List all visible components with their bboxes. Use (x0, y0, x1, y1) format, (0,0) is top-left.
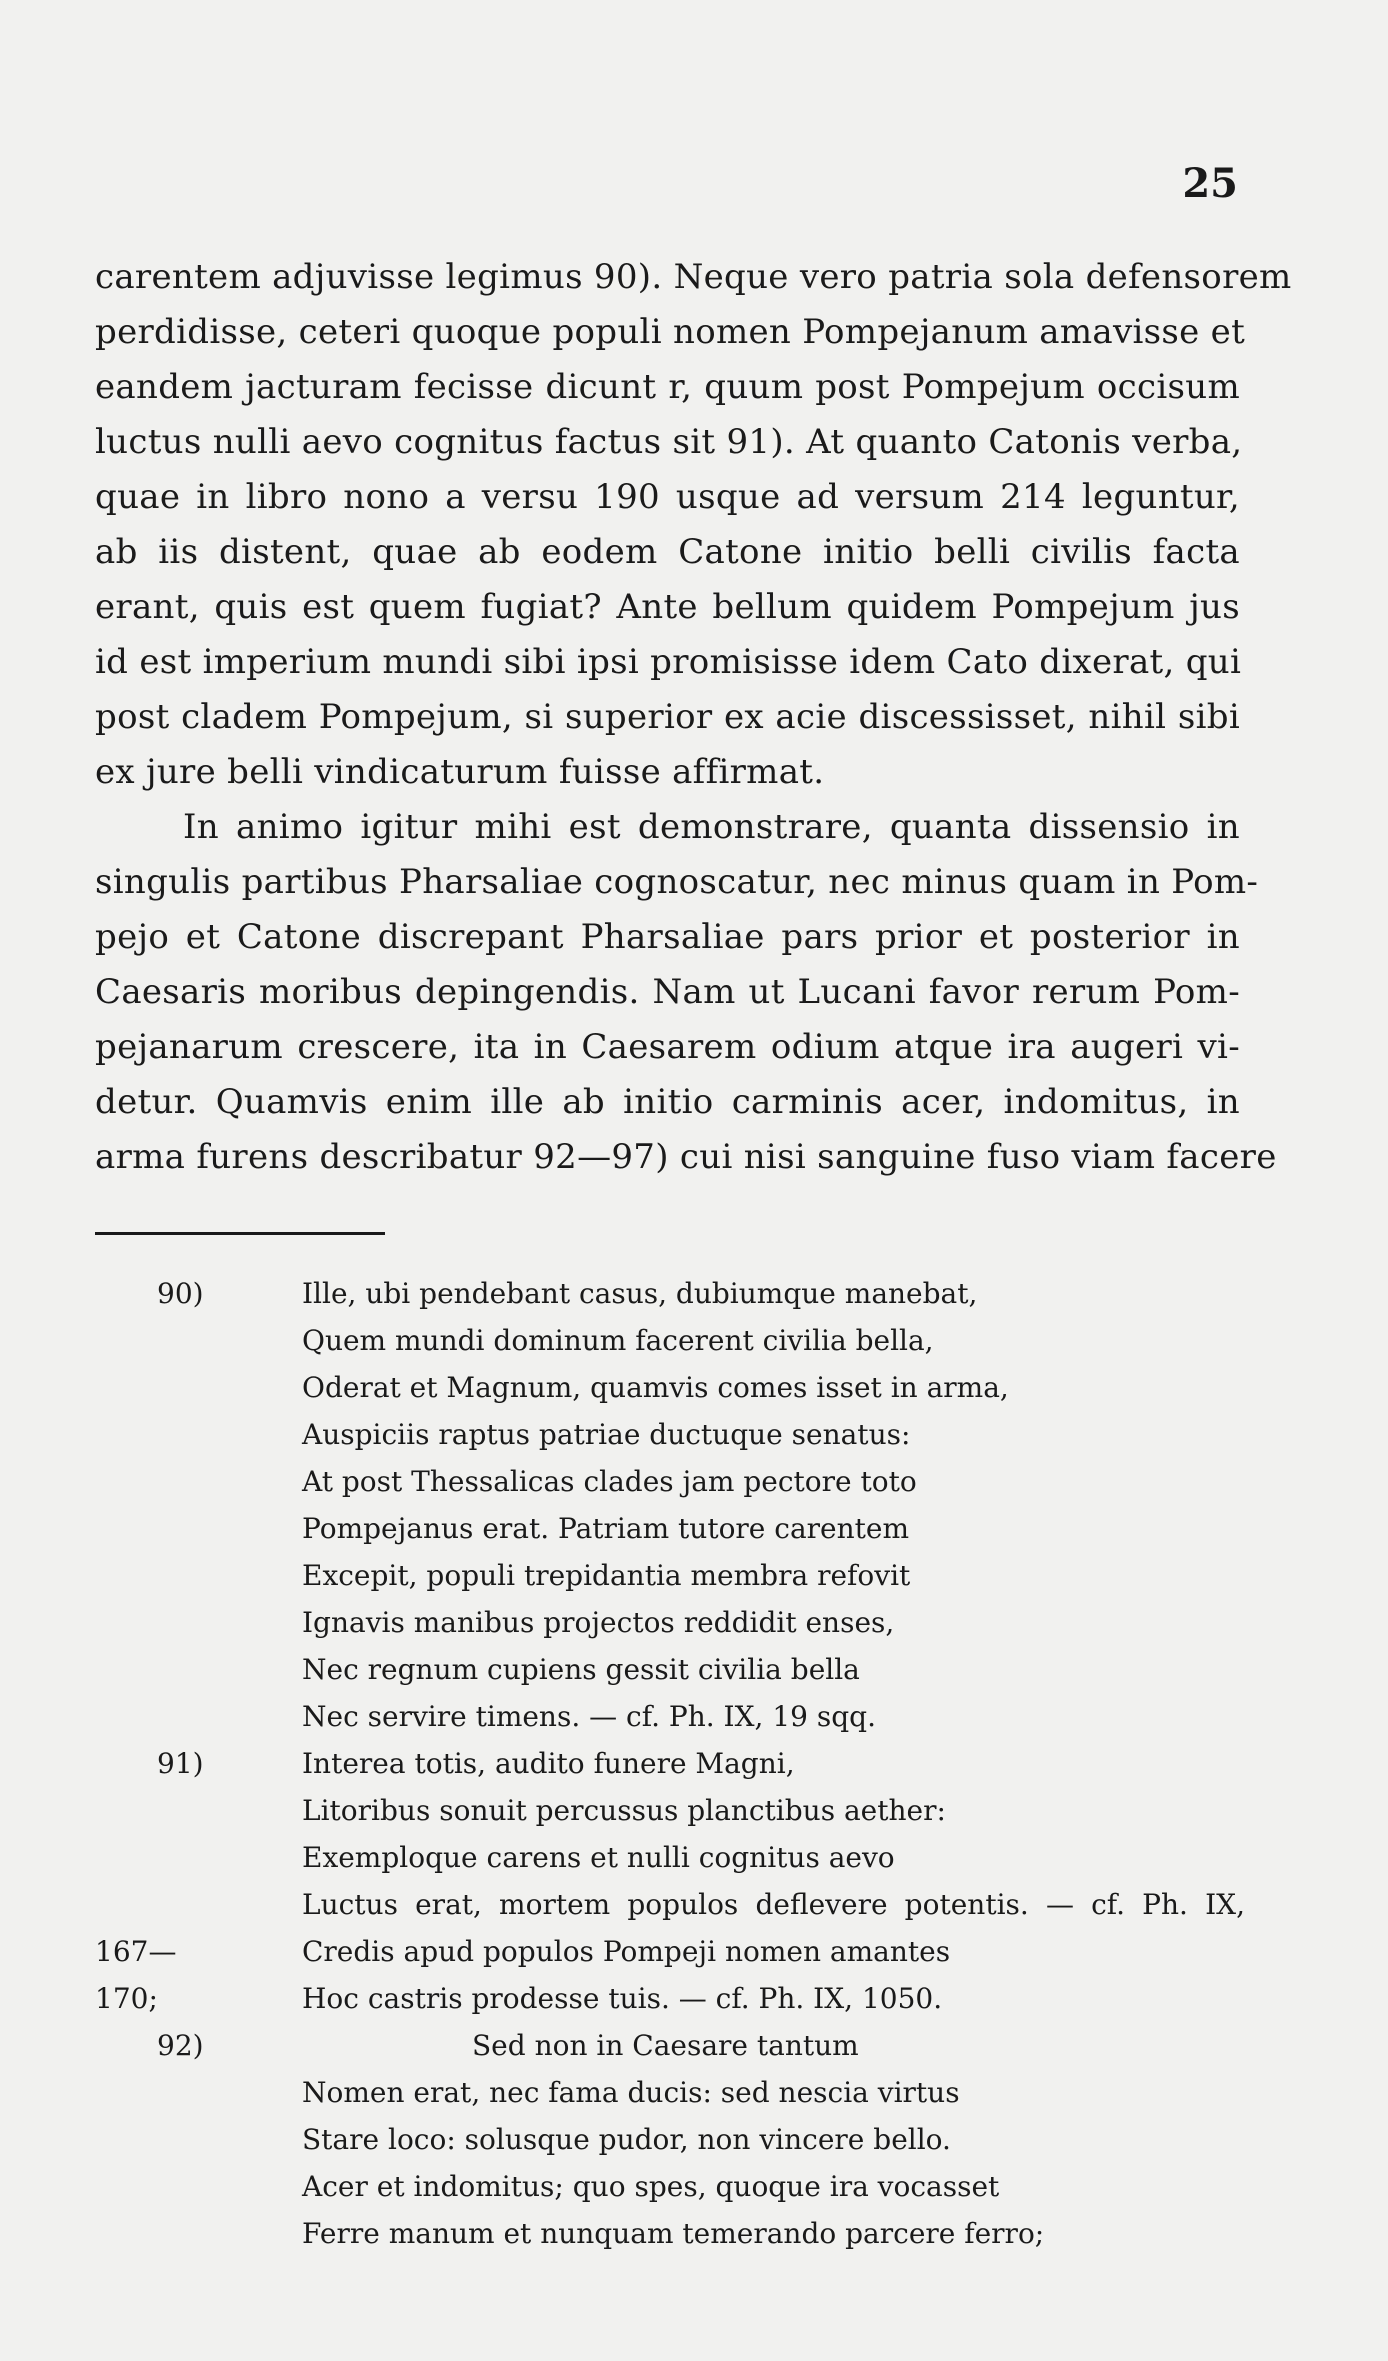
footnote-line (95, 2116, 1245, 2163)
footnotes (95, 1270, 1245, 2257)
footnote-line (95, 2069, 1245, 2116)
footnote-line (95, 2163, 1245, 2210)
text-line: pejo et Catone discrepant Pharsaliae pars prior et posterior in (95, 917, 1240, 957)
footnote-number: 92) (157, 2029, 204, 2062)
text-line: singulis partibus Pharsaliae cognoscatur, nec minus quam in Pom- (95, 862, 1259, 902)
footnote-line (95, 1599, 1245, 1646)
text-line: post cladem Pompejum, si superior ex acie discessisset, nihil sibi (95, 697, 1240, 737)
footnote-text: Ferre manum et nunquam temerando parcere ferro; (302, 2217, 1045, 2250)
footnote-text: Nec servire timens. — cf. Ph. IX, 19 sqq. (302, 1700, 876, 1733)
footnote-text: Oderat et Magnum, quamvis comes isset in arma, (302, 1371, 1009, 1404)
footnote-line (95, 1834, 1245, 1881)
text-line: carentem adjuvisse legimus 90). Neque vero patria sola defensorem (95, 257, 1292, 297)
footnote-line (95, 2210, 1245, 2257)
footnote-text: Ille, ubi pendebant casus, dubiumque manebat, (302, 1277, 978, 1310)
footnote-text: Acer et indomitus; quo spes, quoque ira vocasset (302, 2170, 1000, 2203)
footnote-text: Stare loco: solusque pudor, non vincere bello. (302, 2123, 951, 2156)
text-line: eandem jacturam fecisse dicunt r, quum post Pompejum occisum (95, 367, 1240, 407)
footnote-line (95, 1458, 1245, 1505)
footnote-line (95, 1646, 1245, 1693)
text-line: luctus nulli aevo cognitus factus sit 91). At quanto Catonis verba, (95, 422, 1243, 462)
text-line: quae in libro nono a versu 190 usque ad versum 214 leguntur, (95, 477, 1240, 517)
text-line: arma furens describatur 92—97) cui nisi sanguine fuso viam facere (95, 1137, 1277, 1177)
footnote-number: 91) (157, 1747, 204, 1780)
footnote-text: At post Thessalicas clades jam pectore toto (302, 1465, 917, 1498)
footnote-text: Credis apud populos Pompeji nomen amantes (302, 1935, 951, 1968)
text-line: id est imperium mundi sibi ipsi promisisse idem Cato dixerat, qui (95, 642, 1242, 682)
text-line: Caesaris moribus depingendis. Nam ut Lucani favor rerum Pom- (95, 972, 1240, 1012)
footnote-line (95, 1693, 1245, 1740)
footnote-text: Nec regnum cupiens gessit civilia bella (302, 1653, 860, 1686)
page-number: 25 (1182, 160, 1238, 207)
footnote-line (95, 1411, 1245, 1458)
text-line: ex jure belli vindicaturum fuisse affirmat. (95, 752, 825, 792)
footnote-text: Luctus erat, mortem populos deflevere potentis. — cf. Ph. IX, (302, 1888, 1245, 1921)
text-line: In animo igitur mihi est demonstrare, quanta dissensio in (183, 807, 1240, 847)
footnote-text: Hoc castris prodesse tuis. — cf. Ph. IX, 1050. (302, 1982, 943, 2015)
footnote-line (95, 1881, 1245, 1928)
footnote-line (95, 2022, 1245, 2069)
main-text (95, 250, 1292, 1185)
text-line: erant, quis est quem fugiat? Ante bellum quidem Pompejum jus (95, 587, 1240, 627)
footnote-line (95, 1552, 1245, 1599)
text-line: perdidisse, ceteri quoque populi nomen Pompejanum amavisse et (95, 312, 1246, 352)
footnote-separator (95, 1232, 385, 1235)
footnote-text: Ignavis manibus projectos reddidit enses, (302, 1606, 895, 1639)
footnote-text: Quem mundi dominum facerent civilia bella, (302, 1324, 934, 1357)
footnote-number: 90) (157, 1277, 204, 1310)
footnote-line (95, 1270, 1245, 1317)
footnote-line (95, 1317, 1245, 1364)
text-line: detur. Quamvis enim ille ab initio carminis acer, indomitus, in (95, 1082, 1240, 1122)
footnote-text: Excepit, populi trepidantia membra refovit (302, 1559, 911, 1592)
footnote-line (95, 1787, 1245, 1834)
footnote-text: Sed non in Caesare tantum (472, 2029, 859, 2062)
text-line: pejanarum crescere, ita in Caesarem odium atque ira augeri vi- (95, 1027, 1240, 1067)
footnote-line (95, 1740, 1245, 1787)
footnote-line (95, 1975, 1245, 2022)
text-line: ab iis distent, quae ab eodem Catone initio belli civilis facta (95, 532, 1240, 572)
footnote-text: Exemploque carens et nulli cognitus aevo (302, 1841, 895, 1874)
footnote-text: Nomen erat, nec fama ducis: sed nescia virtus (302, 2076, 960, 2109)
footnote-line (95, 1364, 1245, 1411)
footnote-text: Litoribus sonuit percussus planctibus aether: (302, 1794, 946, 1827)
footnote-text: Auspiciis raptus patriae ductuque senatus: (302, 1418, 911, 1451)
footnote-reference: 167—170; (95, 1935, 177, 2015)
footnote-line (95, 1505, 1245, 1552)
footnote-text: Pompejanus erat. Patriam tutore carentem (302, 1512, 910, 1545)
footnote-text: Interea totis, audito funere Magni, (302, 1747, 795, 1780)
